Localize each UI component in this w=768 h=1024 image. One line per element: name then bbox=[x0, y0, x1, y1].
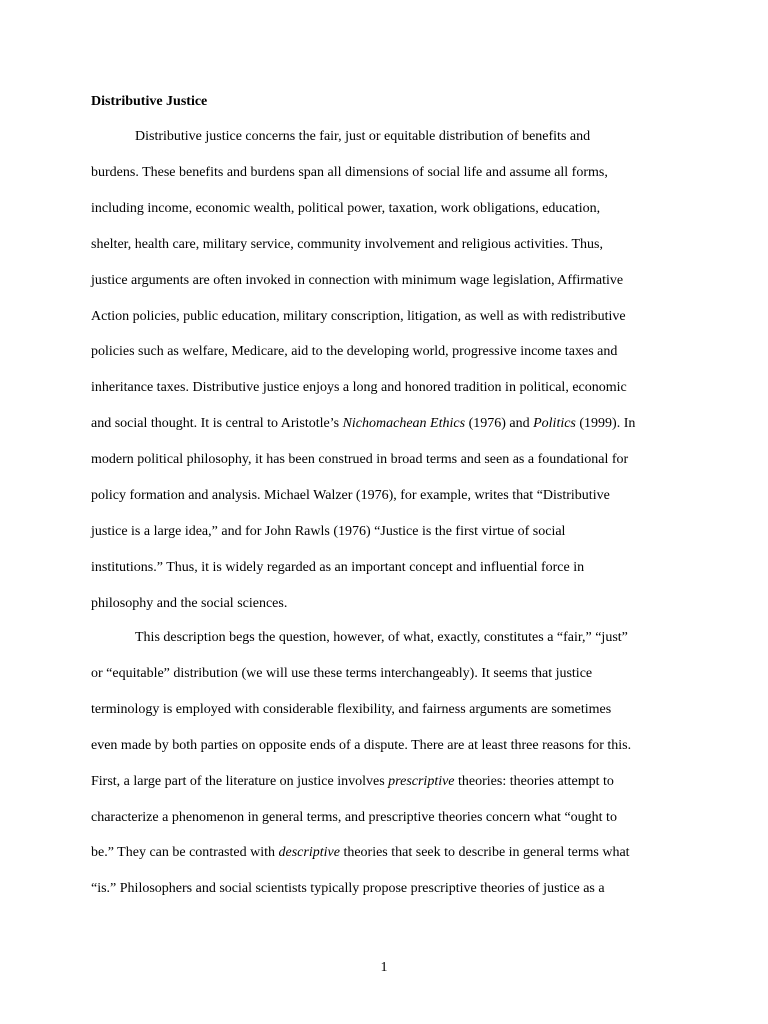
text-line bbox=[91, 594, 287, 614]
text-line bbox=[91, 342, 617, 362]
text-line bbox=[91, 235, 603, 255]
text-line bbox=[91, 486, 610, 506]
text-line bbox=[91, 271, 623, 291]
text-line bbox=[91, 772, 614, 792]
italic-text: prescriptive bbox=[388, 773, 455, 789]
text-line bbox=[91, 808, 617, 828]
text-segment: be.” They can be contrasted with bbox=[91, 845, 279, 861]
text-line bbox=[91, 199, 600, 219]
text-segment: policy formation and analysis. Michael Walzer (1976), for example, writes that “Distributive bbox=[91, 488, 610, 503]
text-line bbox=[91, 700, 611, 720]
text-segment: theories that seek to describe in general terms what bbox=[339, 845, 630, 861]
text-line bbox=[135, 127, 590, 147]
text-segment: policies such as welfare, Medicare, aid to the developing world, progressive income taxes and bbox=[91, 344, 618, 360]
text-segment: including income, economic wealth, political power, taxation, work obligations, education, bbox=[91, 200, 601, 216]
text-segment: institutions.” Thus, it is widely regarded as an important concept and influential force in bbox=[91, 559, 585, 575]
text-segment: philosophy and the social sciences. bbox=[91, 595, 288, 611]
text-segment: characterize a phenomenon in general terms, and prescriptive theories concern what “ought to bbox=[91, 809, 617, 825]
text-line bbox=[91, 378, 627, 398]
text-line bbox=[91, 450, 628, 470]
text-segment: (1976) and bbox=[465, 416, 534, 432]
page-number: 1 bbox=[380, 960, 388, 975]
text-line bbox=[91, 414, 635, 434]
text-segment: First, a large part of the literature on justice involves bbox=[91, 773, 389, 789]
text-segment: even made by both parties on opposite ends of a dispute. There are at least three reasons for this. bbox=[91, 737, 632, 753]
italic-text: Politics bbox=[533, 416, 576, 432]
text-line bbox=[91, 879, 605, 899]
text-segment: Action policies, public education, military conscription, litigation, as well as with redistributive bbox=[91, 308, 626, 324]
text-segment: justice arguments are often invoked in connection with minimum wage legislation, Affirmative bbox=[91, 272, 624, 288]
italic-text: Nichomachean Ethics bbox=[342, 416, 466, 432]
text-segment: shelter, health care, military service, community involvement and religious activities. Thus, bbox=[91, 236, 603, 252]
text-line bbox=[91, 522, 565, 542]
text-segment: and social thought. It is central to Aristotle’s bbox=[91, 416, 343, 432]
text-segment: or “equitable” distribution (we will use these terms interchangeably). It seems that justice bbox=[91, 665, 593, 681]
text-line bbox=[91, 664, 592, 684]
text-segment: terminology is employed with considerable flexibility, and fairness arguments are sometimes bbox=[91, 701, 612, 717]
text-line bbox=[91, 736, 631, 756]
document-title: Distributive Justice bbox=[91, 94, 208, 109]
text-line bbox=[135, 628, 628, 648]
text-line bbox=[91, 558, 584, 578]
text-segment: modern political philosophy, it has been construed in broad terms and seen as a foundational for bbox=[91, 452, 629, 468]
italic-text: descriptive bbox=[278, 845, 340, 861]
text-line bbox=[91, 307, 626, 327]
text-line bbox=[91, 163, 608, 183]
text-line bbox=[91, 843, 630, 863]
text-segment: justice is a large idea,” and for John Rawls (1976) “Justice is the first virtue of social bbox=[91, 523, 566, 539]
text-segment: (1999). In bbox=[575, 416, 636, 432]
text-segment: “is.” Philosophers and social scientists typically propose prescriptive theories of justice as a bbox=[91, 881, 605, 897]
text-segment: burdens. These benefits and burdens span all dimensions of social life and assume all forms, bbox=[91, 164, 608, 180]
text-segment: theories: theories attempt to bbox=[454, 773, 614, 789]
text-segment: This description begs the question, however, of what, exactly, constitutes a “fair,” “just” bbox=[135, 630, 628, 645]
text-segment: Distributive justice concerns the fair, just or equitable distribution of benefits and bbox=[135, 129, 591, 144]
text-segment: inheritance taxes. Distributive justice enjoys a long and honored tradition in political, economic bbox=[91, 380, 627, 396]
